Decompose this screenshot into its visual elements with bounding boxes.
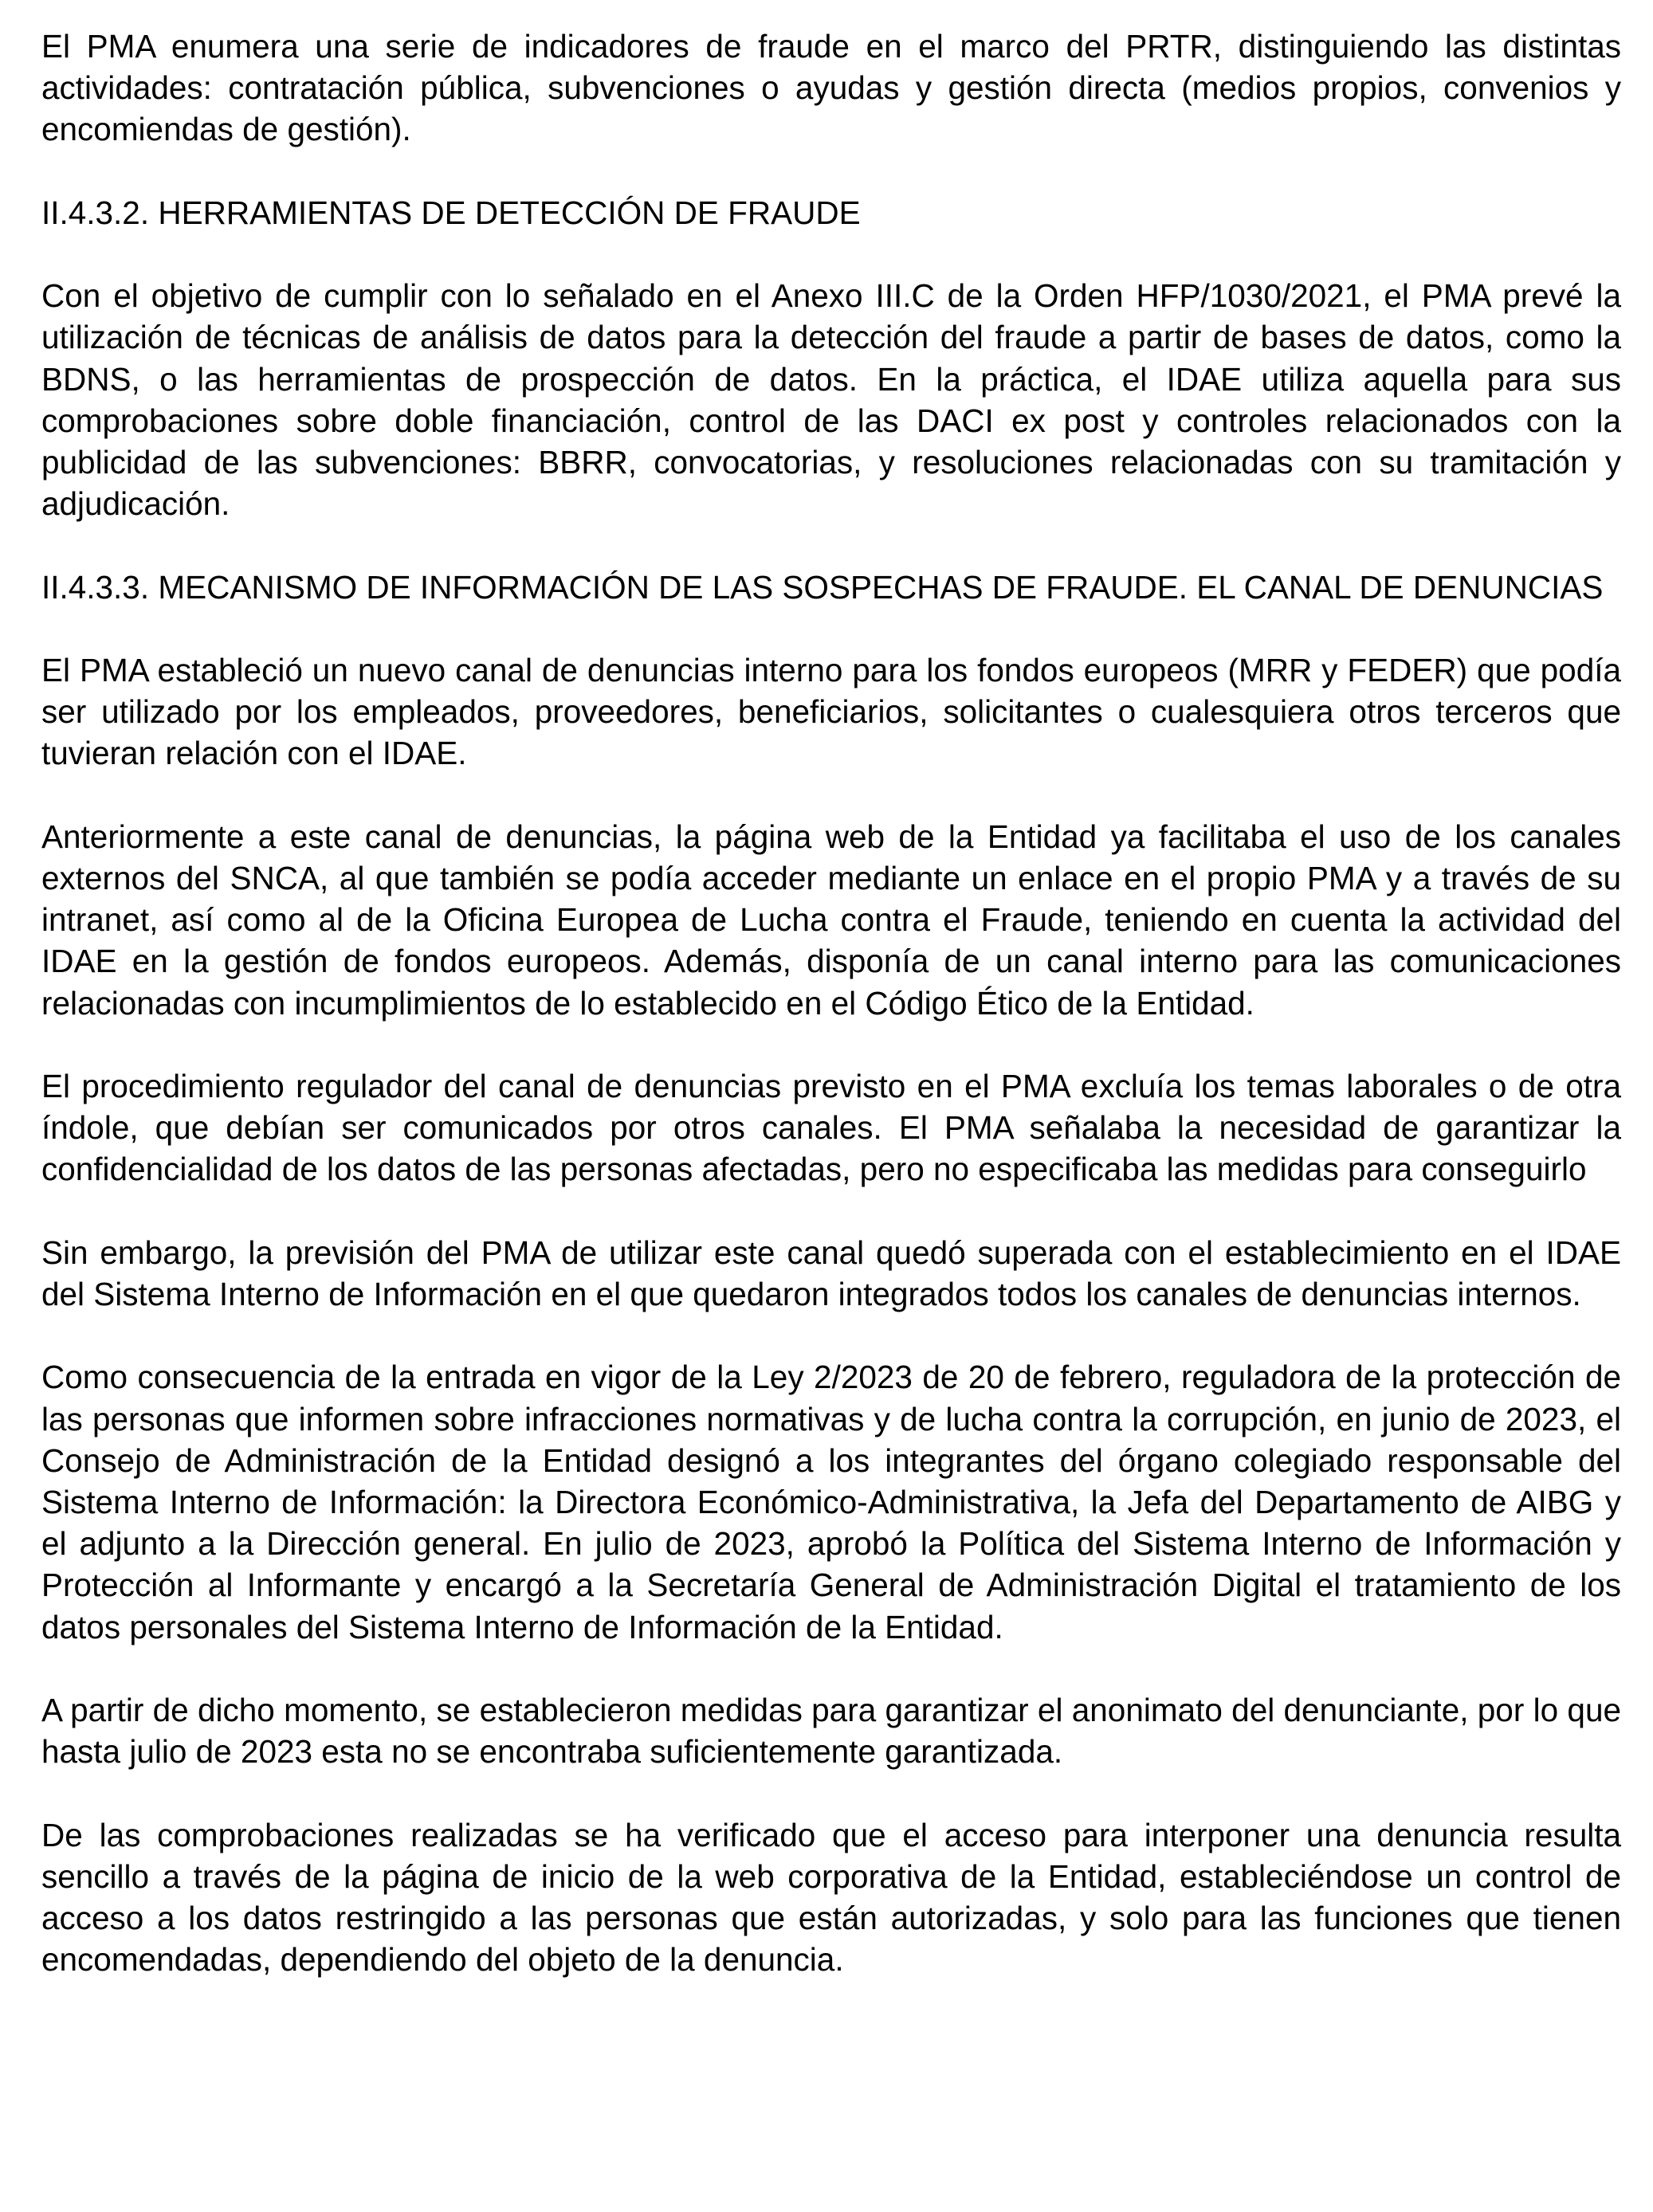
paragraph-data-analysis-techniques: Con el objetivo de cumplir con lo señalado en el Anexo III.C de la Orden HFP/1030/2021, el PMA prevé la utilización de técnicas de análisis de datos para la detección del fraude a partir de bases de datos, como la BDNS, o las herramientas de prospección de datos. En la práctica, el IDAE utiliza aquella para sus comprobaciones sobre doble financiación, control de las DACI ex post y controles relacionados con la publicidad de las subvenciones: BBRR, convocatorias, y resoluciones relacionadas con su tramitación y adjudicación. [41,277,1621,523]
paragraph-internal-information-system: Sin embargo, la previsión del PMA de utilizar este canal quedó superada con el establecimiento en el IDAE del Sistema Interno de Información en el que quedaron integrados todos los canales de denuncias internos. [41,1233,1621,1312]
paragraph-anonymity-measures: A partir de dicho momento, se establecieron medidas para garantizar el anonimato del denunciante, por lo que hasta julio de 2023 esta no se encontraba suficientemente garantizada. [41,1691,1621,1771]
paragraph-new-whistleblower-channel: El PMA estableció un nuevo canal de denuncias interno para los fondos europeos (MRR y FEDER) que podía ser utilizado por los empleados, proveedores, beneficiarios, solicitantes o cualesquiera otros terceros que tuvieran relación con el IDAE. [41,651,1621,772]
paragraph-law-2-2023: Como consecuencia de la entrada en vigor de la Ley 2/2023 de 20 de febrero, reguladora de la protección de las personas que informen sobre infracciones normativas y de lucha contra la corrupción, en junio de 2023, el Consejo de Administración de la Entidad designó a los integrantes del órgano colegiado responsable del Sistema Interno de Información: la Directora Económico-Administrativa, la Jefa del Departamento de AIBG y el adjunto a la Dirección general. En julio de 2023, aprobó la Política del Sistema Interno de Información y Protección al Informante y encargó a la Secretaría General de Administración Digital el tratamiento de los datos personales del Sistema Interno de Información de la Entidad. [41,1359,1621,1645]
section-heading-reporting-mechanism: II.4.3.3. MECANISMO DE INFORMACIÓN DE LAS SOSPECHAS DE FRAUDE. EL CANAL DE DENUNCIAS [41,568,1604,606]
section-heading-detection-tools: II.4.3.2. HERRAMIENTAS DE DETECCIÓN DE FRAUDE [41,194,861,231]
document-page [41,25,1621,2022]
paragraph-channel-procedure: El procedimiento regulador del canal de denuncias previsto en el PMA excluía los temas laborales o de otra índole, que debían ser comunicados por otros canales. El PMA señalaba la necesidad de garantizar la confidencialidad de los datos de las personas afectadas, pero no especificaba las medidas para conseguirlo [41,1067,1621,1188]
paragraph-verification-findings: De las comprobaciones realizadas se ha verificado que el acceso para interponer una denuncia resulta sencillo a través de la página de inicio de la web corporativa de la Entidad, estableciéndose un control de acceso a los datos restringido a las personas que están autorizadas, y solo para las funciones que tienen encomendadas, dependiendo del objeto de la denuncia. [41,1816,1621,1979]
paragraph-external-channels: Anteriormente a este canal de denuncias, la página web de la Entidad ya facilitaba el uso de los canales externos del SNCA, al que también se podía acceder mediante un enlace en el propio PMA y a través de su intranet, así como al de la Oficina Europea de Lucha contra el Fraude, teniendo en cuenta la actividad del IDAE en la gestión de fondos europeos. Además, disponía de un canal interno para las comunicaciones relacionadas con incumplimientos de lo establecido en el Código Ético de la Entidad. [41,818,1621,1022]
paragraph-fraud-indicators: El PMA enumera una serie de indicadores de fraude en el marco del PRTR, distinguiendo las distintas actividades: contratación pública, subvenciones o ayudas y gestión directa (medios propios, convenios y encomiendas de gestión). [41,28,1621,148]
